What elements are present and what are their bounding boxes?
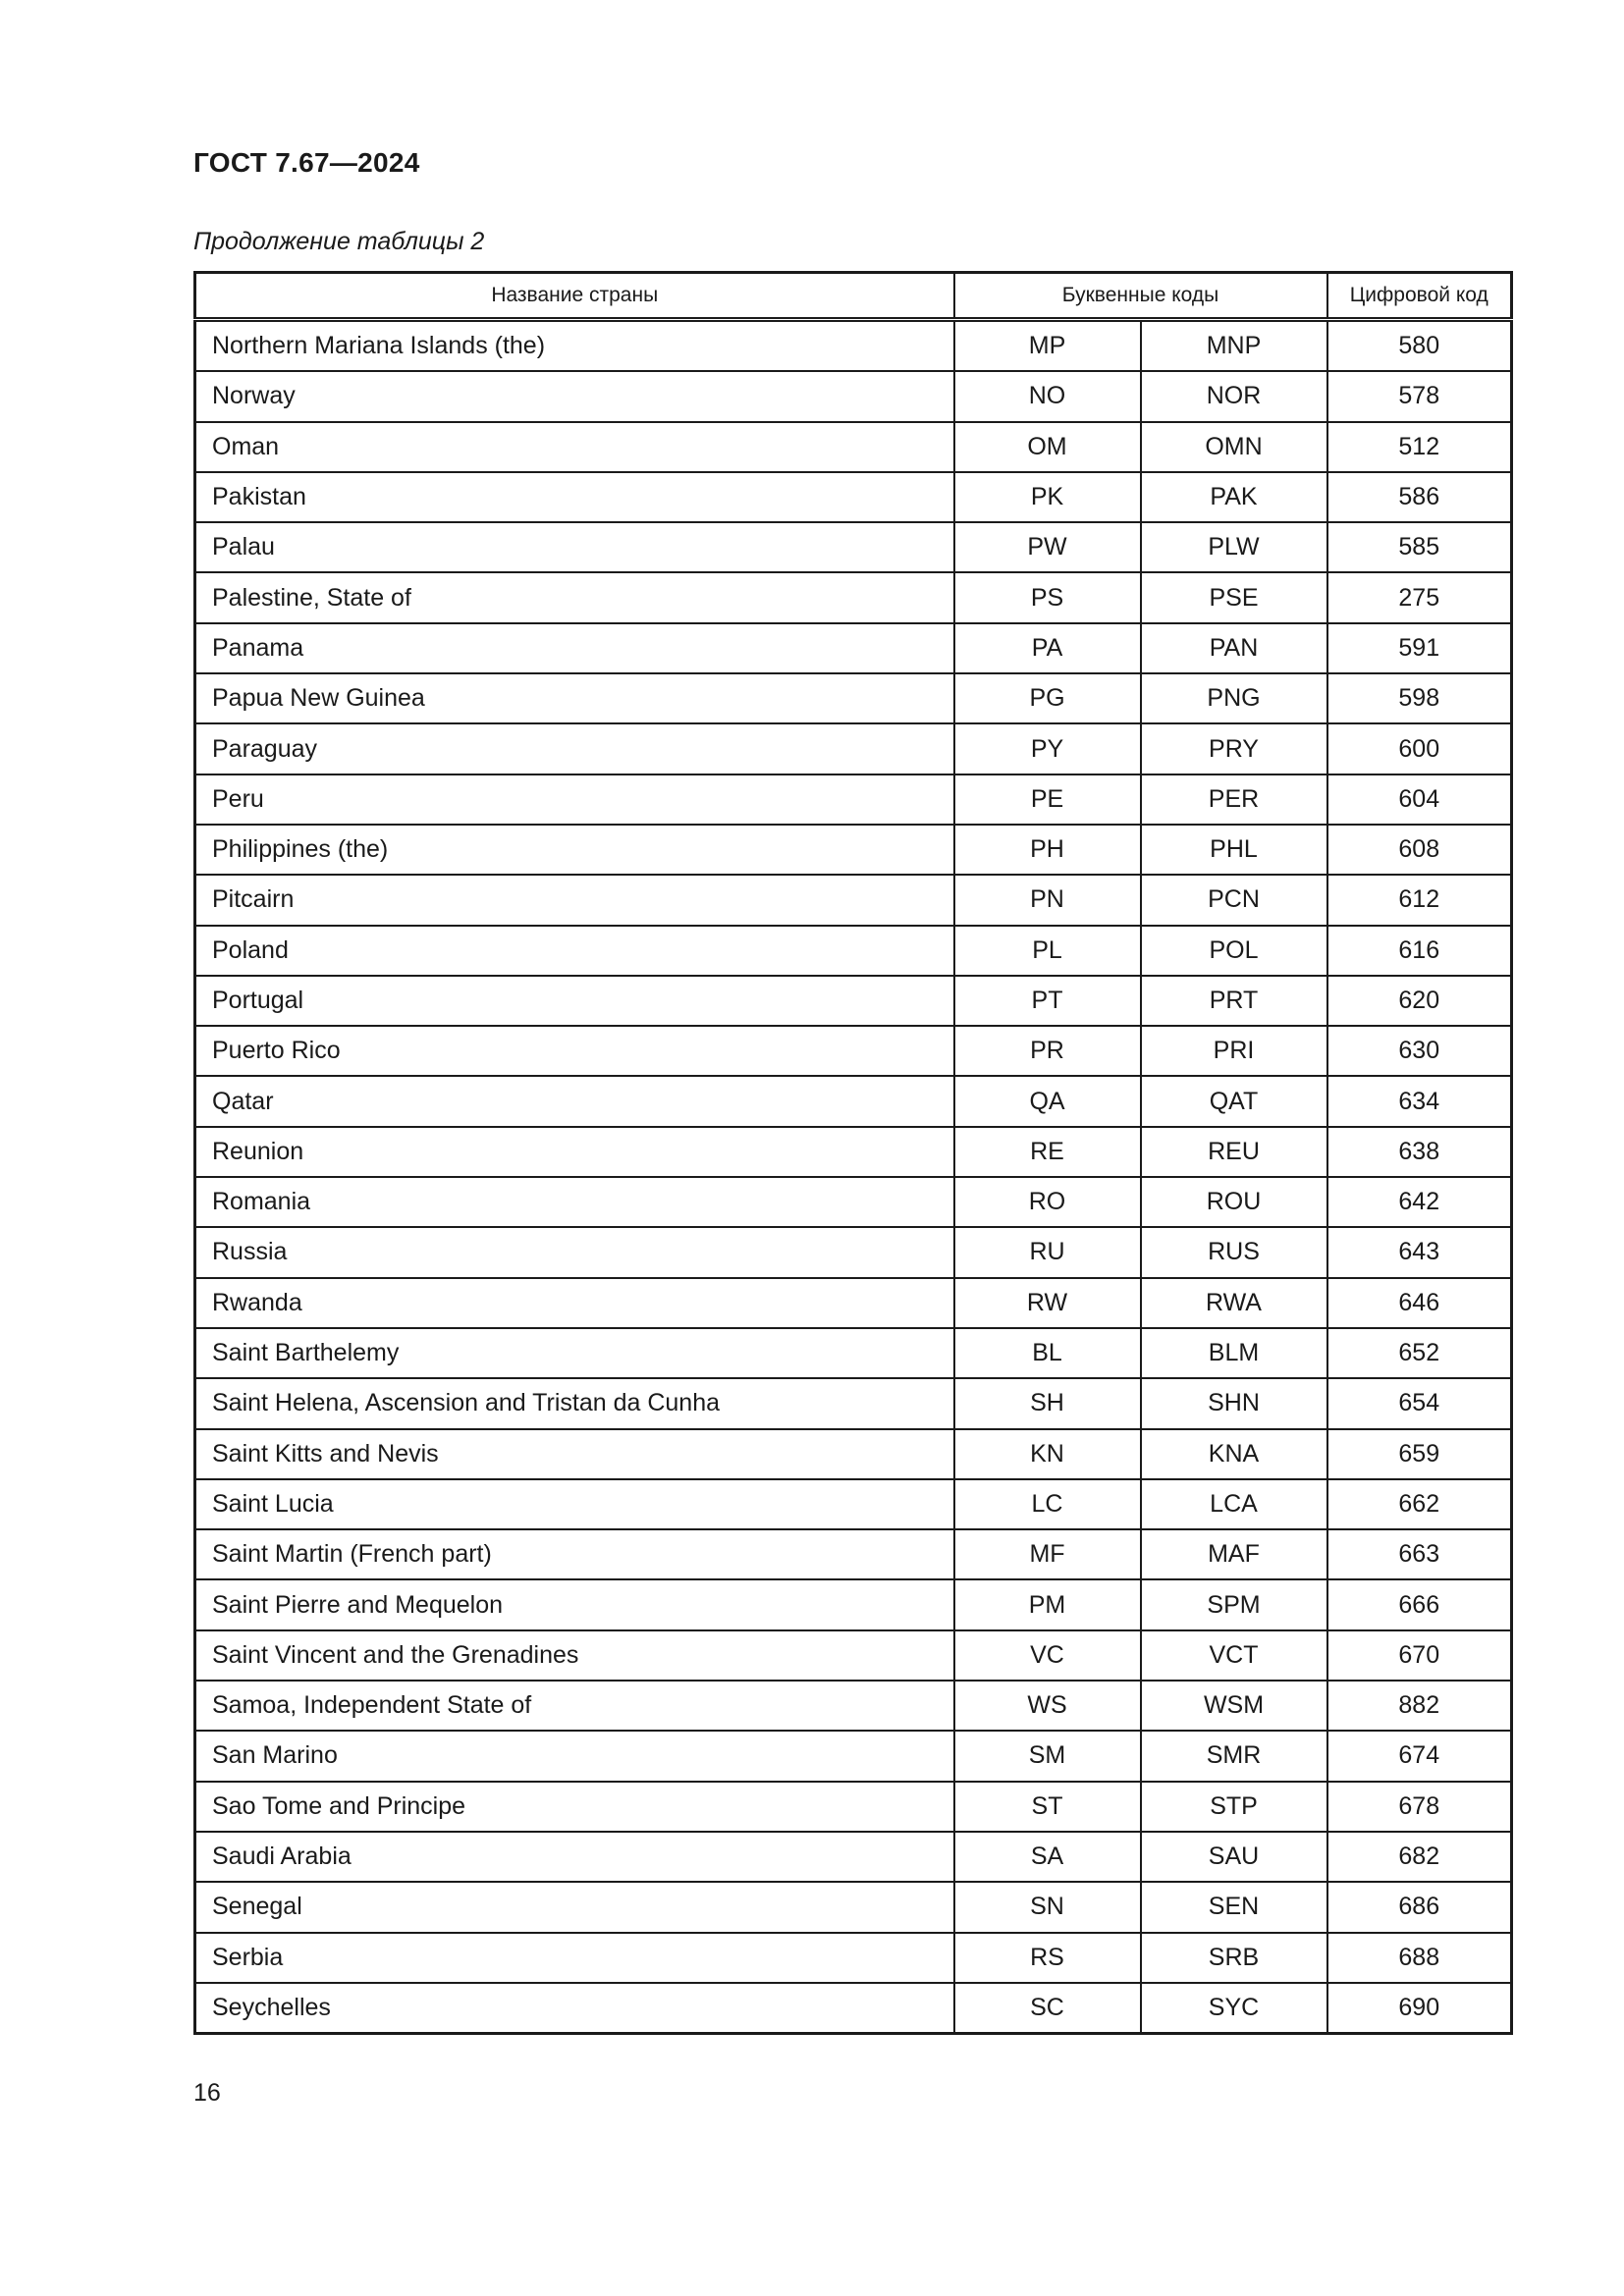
alpha2-code: PG xyxy=(954,673,1141,723)
alpha2-code: SA xyxy=(954,1832,1141,1882)
alpha3-code: KNA xyxy=(1141,1429,1327,1479)
country-name: Saint Barthelemy xyxy=(195,1328,954,1378)
alpha2-code: PR xyxy=(954,1026,1141,1076)
alpha3-code: PSE xyxy=(1141,572,1327,622)
country-name: Saint Martin (French part) xyxy=(195,1529,954,1579)
table-row xyxy=(195,1731,1512,1781)
numeric-code: 686 xyxy=(1327,1882,1512,1932)
table-row xyxy=(195,976,1512,1026)
alpha2-code: PH xyxy=(954,825,1141,875)
country-name: Saudi Arabia xyxy=(195,1832,954,1882)
numeric-code: 670 xyxy=(1327,1630,1512,1681)
alpha2-code: RU xyxy=(954,1227,1141,1277)
country-name: Pakistan xyxy=(195,472,954,522)
numeric-code: 674 xyxy=(1327,1731,1512,1781)
alpha3-code: PRY xyxy=(1141,723,1327,774)
numeric-code: 659 xyxy=(1327,1429,1512,1479)
table-row xyxy=(195,1076,1512,1126)
numeric-code: 512 xyxy=(1327,422,1512,472)
table-row xyxy=(195,1227,1512,1277)
alpha2-code: PT xyxy=(954,976,1141,1026)
alpha2-code: PN xyxy=(954,875,1141,925)
alpha2-code: PY xyxy=(954,723,1141,774)
alpha2-code: PS xyxy=(954,572,1141,622)
numeric-code: 662 xyxy=(1327,1479,1512,1529)
country-name: Saint Helena, Ascension and Tristan da Cunha xyxy=(195,1378,954,1428)
alpha2-code: PL xyxy=(954,926,1141,976)
country-name: Seychelles xyxy=(195,1983,954,2034)
alpha2-code: SH xyxy=(954,1378,1141,1428)
country-name: Papua New Guinea xyxy=(195,673,954,723)
country-name: Saint Pierre and Mequelon xyxy=(195,1579,954,1629)
alpha3-code: SYC xyxy=(1141,1983,1327,2034)
country-name: Northern Mariana Islands (the) xyxy=(195,320,954,372)
numeric-code: 585 xyxy=(1327,522,1512,572)
alpha3-code: LCA xyxy=(1141,1479,1327,1529)
numeric-code: 616 xyxy=(1327,926,1512,976)
country-name: Reunion xyxy=(195,1127,954,1177)
table-row xyxy=(195,1933,1512,1983)
numeric-code: 578 xyxy=(1327,371,1512,421)
table-row xyxy=(195,1882,1512,1932)
numeric-code: 634 xyxy=(1327,1076,1512,1126)
country-name: Philippines (the) xyxy=(195,825,954,875)
country-name: Qatar xyxy=(195,1076,954,1126)
table-row xyxy=(195,623,1512,673)
alpha3-code: RUS xyxy=(1141,1227,1327,1277)
numeric-code: 643 xyxy=(1327,1227,1512,1277)
alpha3-code: OMN xyxy=(1141,422,1327,472)
alpha3-code: VCT xyxy=(1141,1630,1327,1681)
table-row xyxy=(195,1127,1512,1177)
numeric-code: 690 xyxy=(1327,1983,1512,2034)
alpha3-code: WSM xyxy=(1141,1681,1327,1731)
numeric-code: 591 xyxy=(1327,623,1512,673)
numeric-code: 882 xyxy=(1327,1681,1512,1731)
alpha2-code: KN xyxy=(954,1429,1141,1479)
table-row xyxy=(195,1832,1512,1882)
country-name: Romania xyxy=(195,1177,954,1227)
alpha3-code: PRI xyxy=(1141,1026,1327,1076)
alpha2-code: QA xyxy=(954,1076,1141,1126)
alpha2-code: RS xyxy=(954,1933,1141,1983)
alpha3-code: PNG xyxy=(1141,673,1327,723)
table-row xyxy=(195,825,1512,875)
numeric-code: 646 xyxy=(1327,1278,1512,1328)
country-name: Panama xyxy=(195,623,954,673)
header-numeric-code: Цифровой код xyxy=(1327,273,1512,320)
alpha2-code: LC xyxy=(954,1479,1141,1529)
country-name: Russia xyxy=(195,1227,954,1277)
country-name: Saint Lucia xyxy=(195,1479,954,1529)
table-header-row xyxy=(195,273,1512,320)
alpha3-code: PHL xyxy=(1141,825,1327,875)
country-name: San Marino xyxy=(195,1731,954,1781)
alpha2-code: MP xyxy=(954,320,1141,372)
numeric-code: 586 xyxy=(1327,472,1512,522)
table-row xyxy=(195,371,1512,421)
table-caption: Продолжение таблицы 2 xyxy=(193,228,485,255)
table-header xyxy=(195,273,1512,320)
country-name: Poland xyxy=(195,926,954,976)
table-row xyxy=(195,1429,1512,1479)
numeric-code: 638 xyxy=(1327,1127,1512,1177)
alpha2-code: SN xyxy=(954,1882,1141,1932)
country-name: Oman xyxy=(195,422,954,472)
table-row xyxy=(195,320,1512,372)
alpha3-code: PRT xyxy=(1141,976,1327,1026)
table-row xyxy=(195,926,1512,976)
table-row xyxy=(195,1328,1512,1378)
numeric-code: 654 xyxy=(1327,1378,1512,1428)
numeric-code: 642 xyxy=(1327,1177,1512,1227)
alpha2-code: MF xyxy=(954,1529,1141,1579)
alpha3-code: BLM xyxy=(1141,1328,1327,1378)
alpha2-code: VC xyxy=(954,1630,1141,1681)
table-row xyxy=(195,875,1512,925)
alpha3-code: STP xyxy=(1141,1782,1327,1832)
alpha2-code: NO xyxy=(954,371,1141,421)
table-row xyxy=(195,1579,1512,1629)
country-name: Palestine, State of xyxy=(195,572,954,622)
country-name: Samoa, Independent State of xyxy=(195,1681,954,1731)
country-name: Portugal xyxy=(195,976,954,1026)
country-name: Sao Tome and Principe xyxy=(195,1782,954,1832)
alpha2-code: RE xyxy=(954,1127,1141,1177)
table-row xyxy=(195,1378,1512,1428)
alpha3-code: SHN xyxy=(1141,1378,1327,1428)
numeric-code: 630 xyxy=(1327,1026,1512,1076)
country-name: Rwanda xyxy=(195,1278,954,1328)
alpha2-code: WS xyxy=(954,1681,1141,1731)
header-alpha-codes: Буквенные коды xyxy=(954,273,1327,320)
country-name: Pitcairn xyxy=(195,875,954,925)
numeric-code: 580 xyxy=(1327,320,1512,372)
document-header: ГОСТ 7.67—2024 xyxy=(193,147,420,178)
alpha2-code: RW xyxy=(954,1278,1141,1328)
alpha3-code: PCN xyxy=(1141,875,1327,925)
alpha3-code: PER xyxy=(1141,774,1327,825)
country-name: Puerto Rico xyxy=(195,1026,954,1076)
country-name: Peru xyxy=(195,774,954,825)
table-row xyxy=(195,572,1512,622)
header-country-name: Название страны xyxy=(195,273,954,320)
alpha3-code: REU xyxy=(1141,1127,1327,1177)
alpha2-code: PW xyxy=(954,522,1141,572)
alpha2-code: PA xyxy=(954,623,1141,673)
alpha2-code: RO xyxy=(954,1177,1141,1227)
table-row xyxy=(195,1529,1512,1579)
numeric-code: 600 xyxy=(1327,723,1512,774)
numeric-code: 688 xyxy=(1327,1933,1512,1983)
page-number: 16 xyxy=(193,2079,221,2107)
country-name: Palau xyxy=(195,522,954,572)
numeric-code: 620 xyxy=(1327,976,1512,1026)
alpha3-code: SAU xyxy=(1141,1832,1327,1882)
table-row xyxy=(195,1681,1512,1731)
numeric-code: 275 xyxy=(1327,572,1512,622)
table-row xyxy=(195,1479,1512,1529)
country-name: Senegal xyxy=(195,1882,954,1932)
table-row xyxy=(195,1278,1512,1328)
numeric-code: 678 xyxy=(1327,1782,1512,1832)
table-body xyxy=(195,320,1512,2034)
country-name: Paraguay xyxy=(195,723,954,774)
alpha3-code: SMR xyxy=(1141,1731,1327,1781)
alpha3-code: QAT xyxy=(1141,1076,1327,1126)
alpha3-code: MNP xyxy=(1141,320,1327,372)
alpha2-code: OM xyxy=(954,422,1141,472)
alpha3-code: PAN xyxy=(1141,623,1327,673)
table-row xyxy=(195,1177,1512,1227)
numeric-code: 652 xyxy=(1327,1328,1512,1378)
alpha3-code: NOR xyxy=(1141,371,1327,421)
country-name: Saint Vincent and the Grenadines xyxy=(195,1630,954,1681)
numeric-code: 608 xyxy=(1327,825,1512,875)
alpha3-code: SEN xyxy=(1141,1882,1327,1932)
alpha2-code: PE xyxy=(954,774,1141,825)
alpha3-code: SPM xyxy=(1141,1579,1327,1629)
alpha2-code: PK xyxy=(954,472,1141,522)
alpha3-code: POL xyxy=(1141,926,1327,976)
country-name: Serbia xyxy=(195,1933,954,1983)
alpha3-code: MAF xyxy=(1141,1529,1327,1579)
alpha2-code: PM xyxy=(954,1579,1141,1629)
country-name: Saint Kitts and Nevis xyxy=(195,1429,954,1479)
alpha2-code: ST xyxy=(954,1782,1141,1832)
numeric-code: 682 xyxy=(1327,1832,1512,1882)
table-row xyxy=(195,723,1512,774)
table-row xyxy=(195,1983,1512,2034)
table-row xyxy=(195,1782,1512,1832)
country-codes-table xyxy=(193,271,1513,2035)
alpha2-code: SC xyxy=(954,1983,1141,2034)
alpha3-code: ROU xyxy=(1141,1177,1327,1227)
numeric-code: 604 xyxy=(1327,774,1512,825)
table-row xyxy=(195,522,1512,572)
table-row xyxy=(195,1630,1512,1681)
numeric-code: 666 xyxy=(1327,1579,1512,1629)
country-name: Norway xyxy=(195,371,954,421)
alpha3-code: RWA xyxy=(1141,1278,1327,1328)
table-row xyxy=(195,774,1512,825)
alpha3-code: PAK xyxy=(1141,472,1327,522)
alpha2-code: SM xyxy=(954,1731,1141,1781)
table-row xyxy=(195,472,1512,522)
alpha3-code: PLW xyxy=(1141,522,1327,572)
alpha2-code: BL xyxy=(954,1328,1141,1378)
numeric-code: 663 xyxy=(1327,1529,1512,1579)
table-row xyxy=(195,1026,1512,1076)
table-row xyxy=(195,422,1512,472)
alpha3-code: SRB xyxy=(1141,1933,1327,1983)
table-row xyxy=(195,673,1512,723)
numeric-code: 598 xyxy=(1327,673,1512,723)
numeric-code: 612 xyxy=(1327,875,1512,925)
